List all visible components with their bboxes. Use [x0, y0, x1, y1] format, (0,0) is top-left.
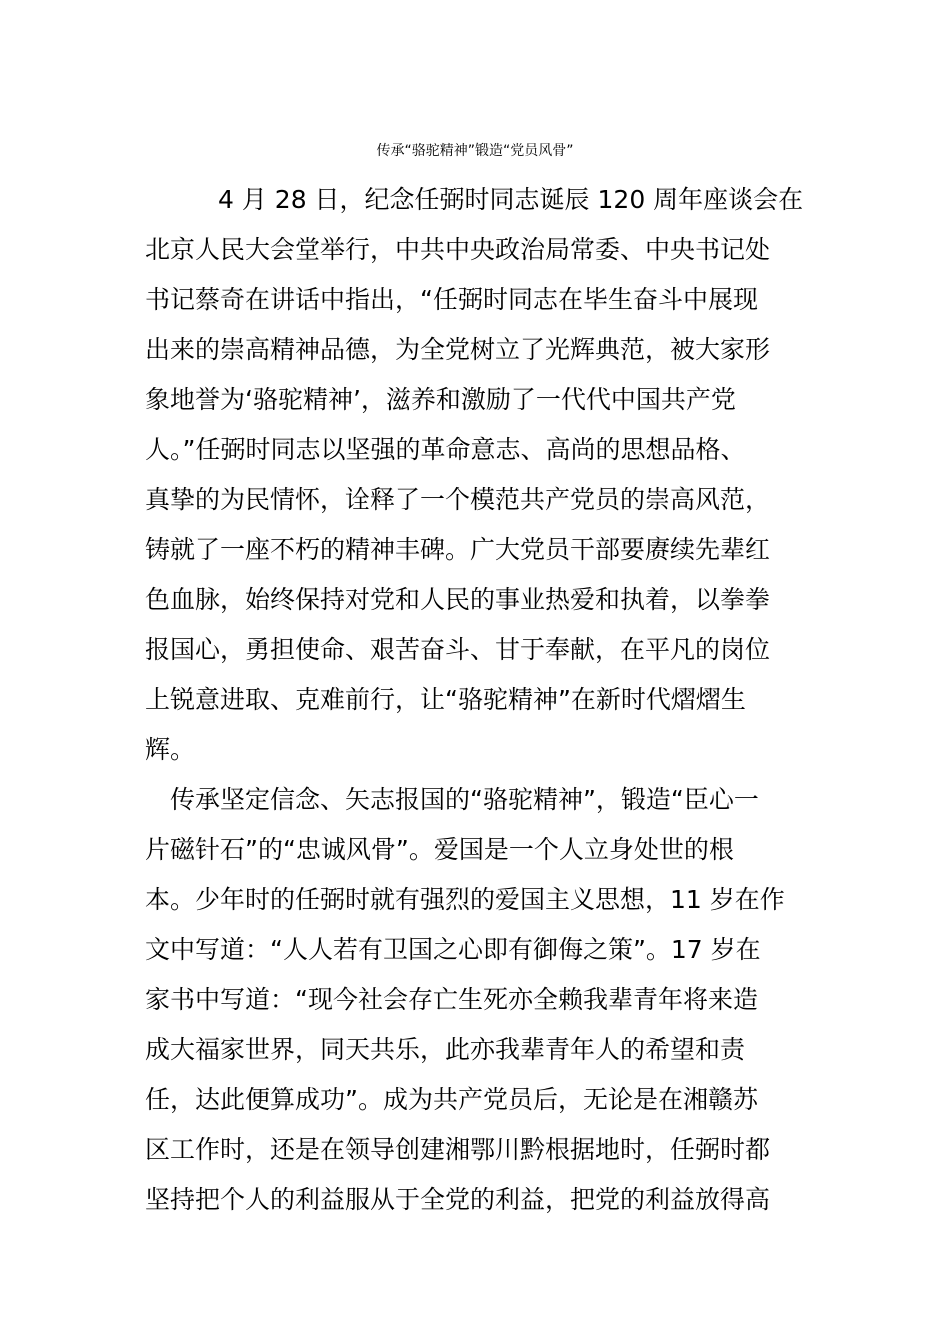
text-line-12: 辉。 [145, 735, 196, 764]
text-line-14: 片磁针石”的“忠诚风骨”。爱国是一个人立身处世的根 [145, 835, 734, 864]
text-line-17: 家书中写道：“现今社会存亡生死亦全赖我辈青年将来造 [145, 985, 758, 1014]
text-line-3: 书记蔡奇在讲话中指出，“任弼时同志在毕生奋斗中展现 [145, 285, 758, 314]
text-line-15: 本。少年时的任弼时就有强烈的爱国主义思想，11 岁在作 [145, 885, 785, 914]
text-line-19: 任，达此便算成功”。成为共产党员后，无论是在湘赣苏 [145, 1085, 758, 1114]
text-line-2: 北京人民大会堂举行，中共中央政治局常委、中央书记处 [145, 235, 771, 264]
text-line-5: 象地誉为‘骆驼精神’，滋养和激励了一代代中国共产党 [145, 385, 736, 414]
text-line-18: 成大福家世界，同天共乐，此亦我辈青年人的希望和责 [145, 1035, 746, 1064]
text-line-6: 人。”任弼时同志以坚强的革命意志、高尚的思想品格、 [145, 435, 746, 464]
text-line-9: 色血脉，始终保持对党和人民的事业热爱和执着，以拳拳 [145, 585, 771, 614]
text-line-10: 报国心，勇担使命、艰苦奋斗、甘于奉献，在平凡的岗位 [145, 635, 771, 664]
text-line-16: 文中写道：“人人若有卫国之心即有御侮之策”。17 岁在 [145, 935, 761, 964]
text-line-8: 铸就了一座不朽的精神丰碑。广大党员干部要赓续先辈红 [145, 535, 771, 564]
text-line-20: 区工作时，还是在领导创建湘鄂川黔根据地时，任弼时都 [145, 1135, 771, 1164]
text-line-13: 传承坚定信念、矢志报国的“骆驼精神”，锻造“臣心一 [170, 785, 759, 814]
text-line-4: 出来的崇高精神品德，为全党树立了光辉典范，被大家形 [145, 335, 771, 364]
text-line-21: 坚持把个人的利益服从于全党的利益，把党的利益放得高 [145, 1185, 771, 1214]
text-line-7: 真挚的为民情怀，诠释了一个模范共产党员的崇高风范， [145, 485, 771, 514]
text-line-11: 上锐意进取、克难前行，让“骆驼精神”在新时代熠熠生 [145, 685, 746, 714]
document-title: 传承“骆驼精神”锻造“党员风骨” [376, 143, 574, 159]
text-line-1: 4 月 28 日，纪念任弼时同志诞辰 120 周年座谈会在 [218, 185, 804, 214]
